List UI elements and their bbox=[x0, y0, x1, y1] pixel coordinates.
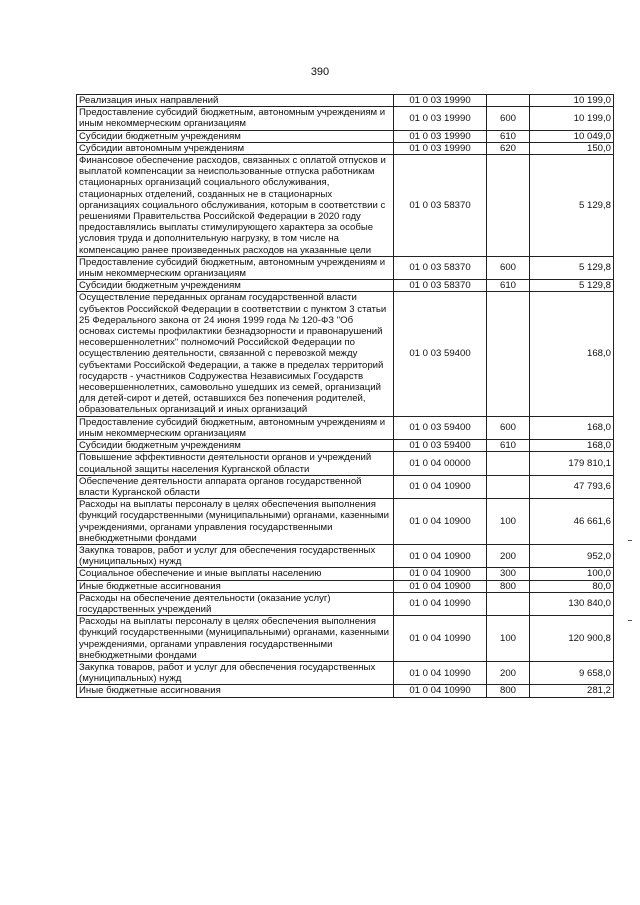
row-amount: 168,0 bbox=[530, 440, 614, 452]
row-name: Субсидии бюджетным учреждениям bbox=[77, 130, 394, 142]
row-amount: 952,0 bbox=[530, 544, 614, 567]
row-amount: 47 793,6 bbox=[530, 475, 614, 498]
table-row bbox=[77, 592, 614, 615]
row-code: 01 0 04 10990 bbox=[394, 661, 487, 684]
row-code: 01 0 04 10900 bbox=[394, 568, 487, 580]
row-expense-type: 300 bbox=[487, 568, 530, 580]
row-name: Иные бюджетные ассигнования bbox=[77, 685, 394, 697]
row-code: 01 0 04 00000 bbox=[394, 452, 487, 475]
row-code: 01 0 04 10900 bbox=[394, 499, 487, 545]
row-code: 01 0 04 10900 bbox=[394, 544, 487, 567]
row-expense-type: 100 bbox=[487, 616, 530, 662]
row-expense-type bbox=[487, 95, 530, 107]
row-name: Обеспечение деятельности аппарата органов государственной власти Курганской области bbox=[77, 475, 394, 498]
row-amount: 120 900,8 bbox=[530, 616, 614, 662]
table-row bbox=[77, 580, 614, 592]
row-name: Закупка товаров, работ и услуг для обеспечения государственных (муниципальных) нужд bbox=[77, 544, 394, 567]
table-row bbox=[77, 499, 614, 545]
row-name: Предоставление субсидий бюджетным, автономным учреждениям и иным некоммерческим организациям bbox=[77, 256, 394, 279]
table-row bbox=[77, 292, 614, 416]
row-amount: 5 129,8 bbox=[530, 155, 614, 257]
row-amount: 46 661,6 bbox=[530, 499, 614, 545]
row-name: Реализация иных направлений bbox=[77, 95, 394, 107]
row-amount: 281,2 bbox=[530, 685, 614, 697]
row-name: Предоставление субсидий бюджетным, автономным учреждениям и иным некоммерческим организациям bbox=[77, 416, 394, 439]
row-name: Субсидии бюджетным учреждениям bbox=[77, 280, 394, 292]
table-row bbox=[77, 142, 614, 154]
row-amount: 179 810,1 bbox=[530, 452, 614, 475]
row-amount: 80,0 bbox=[530, 580, 614, 592]
row-name: Расходы на выплаты персоналу в целях обеспечения выполнения функций государственными (муниципальными) органами, казенными учреждениями, органами управления государственными внебюджетными фондами bbox=[77, 616, 394, 662]
row-expense-type: 800 bbox=[487, 685, 530, 697]
row-code: 01 0 03 19990 bbox=[394, 130, 487, 142]
table-row bbox=[77, 416, 614, 439]
row-expense-type bbox=[487, 592, 530, 615]
row-name: Предоставление субсидий бюджетным, автономным учреждениям и иным некоммерческим организациям bbox=[77, 107, 394, 130]
table-row bbox=[77, 440, 614, 452]
row-amount: 10 199,0 bbox=[530, 107, 614, 130]
row-code: 01 0 04 10990 bbox=[394, 616, 487, 662]
row-amount: 10 049,0 bbox=[530, 130, 614, 142]
row-name: Субсидии бюджетным учреждениям bbox=[77, 440, 394, 452]
table-row bbox=[77, 256, 614, 279]
row-name: Повышение эффективности деятельности органов и учреждений социальной защиты населения Курганской области bbox=[77, 452, 394, 475]
row-expense-type: 620 bbox=[487, 142, 530, 154]
row-code: 01 0 03 19990 bbox=[394, 142, 487, 154]
row-code: 01 0 04 10990 bbox=[394, 592, 487, 615]
row-amount: 150,0 bbox=[530, 142, 614, 154]
row-code: 01 0 03 59400 bbox=[394, 292, 487, 416]
row-expense-type: 610 bbox=[487, 280, 530, 292]
table-row bbox=[77, 568, 614, 580]
row-amount: 168,0 bbox=[530, 416, 614, 439]
row-code: 01 0 04 10990 bbox=[394, 685, 487, 697]
row-amount: 5 129,8 bbox=[530, 256, 614, 279]
row-expense-type: 600 bbox=[487, 256, 530, 279]
row-name: Расходы на обеспечение деятельности (оказание услуг) государственных учреждений bbox=[77, 592, 394, 615]
row-amount: 168,0 bbox=[530, 292, 614, 416]
row-name: Осуществление переданных органам государственной власти субъектов Российской Федерации в соответствии с пунктом 3 статьи 25 Федерального закона от 24 июня 1999 года № 120-ФЗ "Об основах системы профилактики безнадзорности и правонарушений несовершеннолетних" полномочий Российской Федерации по осуществлению деятельности, связанной с перевозкой между субъектами Российской Федерации, а также в пределах территорий государств - участников Содружества Независимых Государств несовершеннолетних, самовольно ушедших из семей, организаций для детей-сирот и детей, оставшихся без попечения родителей, образовательных организаций и иных организаций bbox=[77, 292, 394, 416]
table-row bbox=[77, 155, 614, 257]
row-expense-type: 600 bbox=[487, 107, 530, 130]
table-row bbox=[77, 452, 614, 475]
row-code: 01 0 03 19990 bbox=[394, 95, 487, 107]
row-name: Иные бюджетные ассигнования bbox=[77, 580, 394, 592]
row-expense-type: 610 bbox=[487, 440, 530, 452]
table-row bbox=[77, 107, 614, 130]
row-code: 01 0 03 58370 bbox=[394, 155, 487, 257]
margin-mark bbox=[628, 620, 632, 621]
row-expense-type: 200 bbox=[487, 661, 530, 684]
table-row bbox=[77, 95, 614, 107]
row-amount: 9 658,0 bbox=[530, 661, 614, 684]
row-expense-type: 800 bbox=[487, 580, 530, 592]
row-expense-type bbox=[487, 452, 530, 475]
table-row bbox=[77, 130, 614, 142]
row-code: 01 0 03 59400 bbox=[394, 416, 487, 439]
margin-mark bbox=[628, 540, 632, 541]
table-row bbox=[77, 475, 614, 498]
row-expense-type bbox=[487, 155, 530, 257]
row-name: Закупка товаров, работ и услуг для обеспечения государственных (муниципальных) нужд bbox=[77, 661, 394, 684]
table-row bbox=[77, 661, 614, 684]
table-row bbox=[77, 280, 614, 292]
row-expense-type: 100 bbox=[487, 499, 530, 545]
table-row bbox=[77, 544, 614, 567]
row-code: 01 0 03 58370 bbox=[394, 256, 487, 279]
table-row bbox=[77, 685, 614, 697]
row-expense-type bbox=[487, 475, 530, 498]
row-amount: 130 840,0 bbox=[530, 592, 614, 615]
row-code: 01 0 04 10900 bbox=[394, 580, 487, 592]
row-expense-type: 200 bbox=[487, 544, 530, 567]
row-code: 01 0 03 19990 bbox=[394, 107, 487, 130]
budget-table-body bbox=[77, 95, 614, 698]
table-row bbox=[77, 616, 614, 662]
row-name: Финансовое обеспечение расходов, связанных с оплатой отпусков и выплатой компенсации за неиспользованные отпуска работникам стационарных организаций социального обслуживания, стационарных отделений, созданных не в стационарных организациях социального обслуживания, которым в соответствии с решениями Правительства Российской Федерации в 2020 году предоставлялись выплаты стимулирующего характера за особые условия труда и дополнительную нагрузку, в том числе на компенсацию ранее произведенных расходов на указанные цели bbox=[77, 155, 394, 257]
row-code: 01 0 03 59400 bbox=[394, 440, 487, 452]
row-expense-type bbox=[487, 292, 530, 416]
row-name: Субсидии автономным учреждениям bbox=[77, 142, 394, 154]
row-expense-type: 610 bbox=[487, 130, 530, 142]
page-number: 390 bbox=[310, 66, 330, 78]
row-code: 01 0 04 10900 bbox=[394, 475, 487, 498]
row-code: 01 0 03 58370 bbox=[394, 280, 487, 292]
row-amount: 10 199,0 bbox=[530, 95, 614, 107]
row-amount: 5 129,8 bbox=[530, 280, 614, 292]
row-name: Социальное обеспечение и иные выплаты населению bbox=[77, 568, 394, 580]
row-amount: 100,0 bbox=[530, 568, 614, 580]
row-expense-type: 600 bbox=[487, 416, 530, 439]
row-name: Расходы на выплаты персоналу в целях обеспечения выполнения функций государственными (муниципальными) органами, казенными учреждениями, органами управления государственными внебюджетными фондами bbox=[77, 499, 394, 545]
budget-table bbox=[76, 94, 614, 698]
